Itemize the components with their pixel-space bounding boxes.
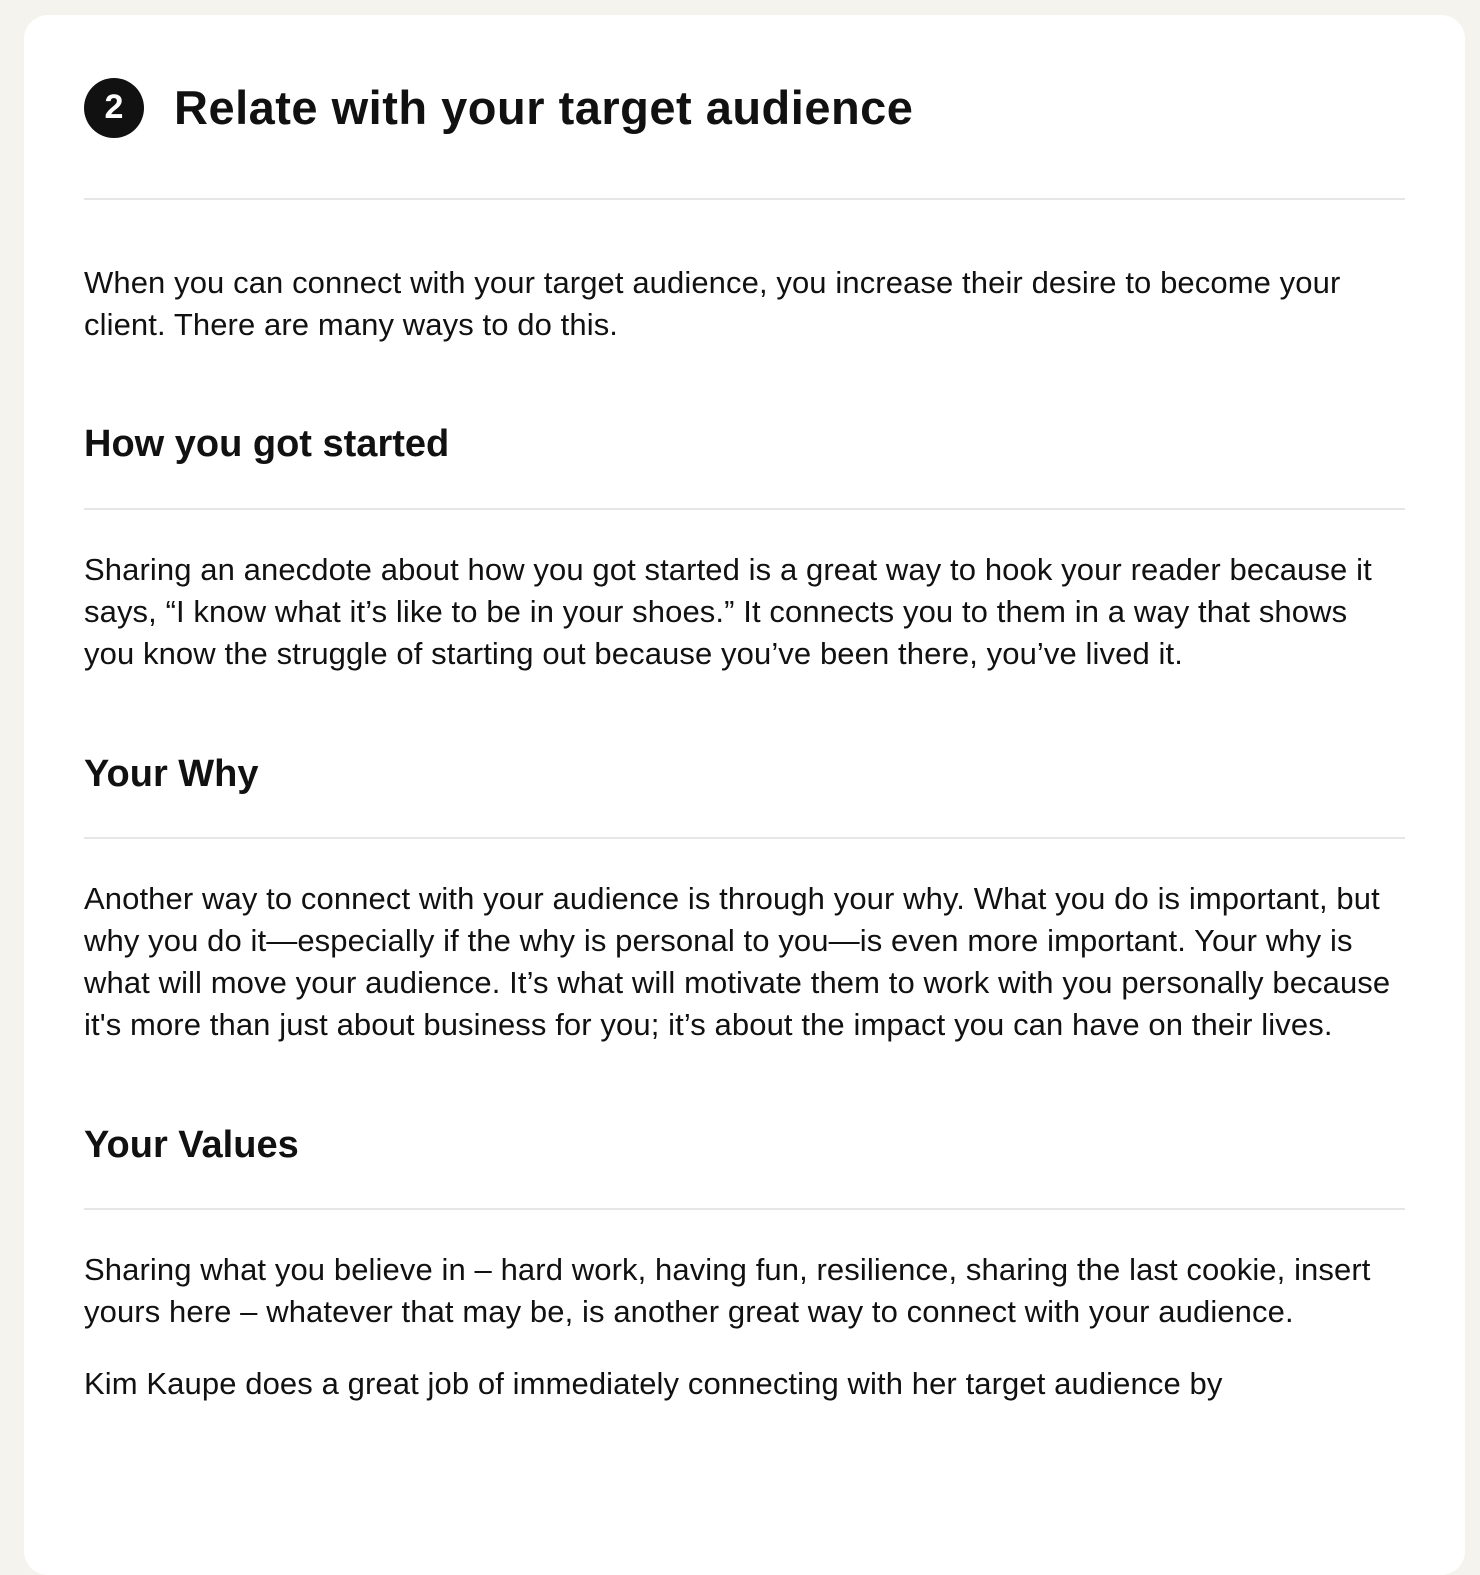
section-title: Relate with your target audience	[174, 81, 914, 134]
paragraph-how-you-got-started: Sharing an anecdote about how you got started is a great way to hook your reader because it says, “I know what it’s like to be in your shoes.” It connects you to them in a way that shows you know the struggle of starting out because you’ve been there, you’ve lived it.	[84, 552, 1372, 671]
step-number-badge: 2	[84, 78, 144, 138]
paragraph-your-values-continued: Kim Kaupe does a great job of immediately connecting with her target audience by	[84, 1366, 1223, 1401]
paragraph-your-why: Another way to connect with your audience is through your why. What you do is important, but why you do it—especially if the why is personal to you—is even more important. Your why is what will move your audience. It’s what will motivate them to work with you personally because it's more than just about business for you; it’s about the impact you can have on their lives.	[84, 881, 1391, 1042]
divider	[84, 508, 1405, 510]
divider	[84, 1208, 1405, 1210]
subheading-how-you-got-started: How you got started	[84, 423, 450, 465]
section-header	[84, 15, 1405, 200]
intro-paragraph: When you can connect with your target audience, you increase their desire to become your client. There are many ways to do this.	[84, 265, 1341, 342]
divider	[84, 837, 1405, 839]
paragraph-your-values: Sharing what you believe in – hard work, having fun, resilience, sharing the last cookie, insert yours here – whatever that may be, is another great way to connect with your audience.	[84, 1252, 1371, 1329]
content-card	[24, 15, 1465, 1575]
subheading-your-values: Your Values	[84, 1124, 299, 1166]
subheading-your-why: Your Why	[84, 753, 259, 795]
